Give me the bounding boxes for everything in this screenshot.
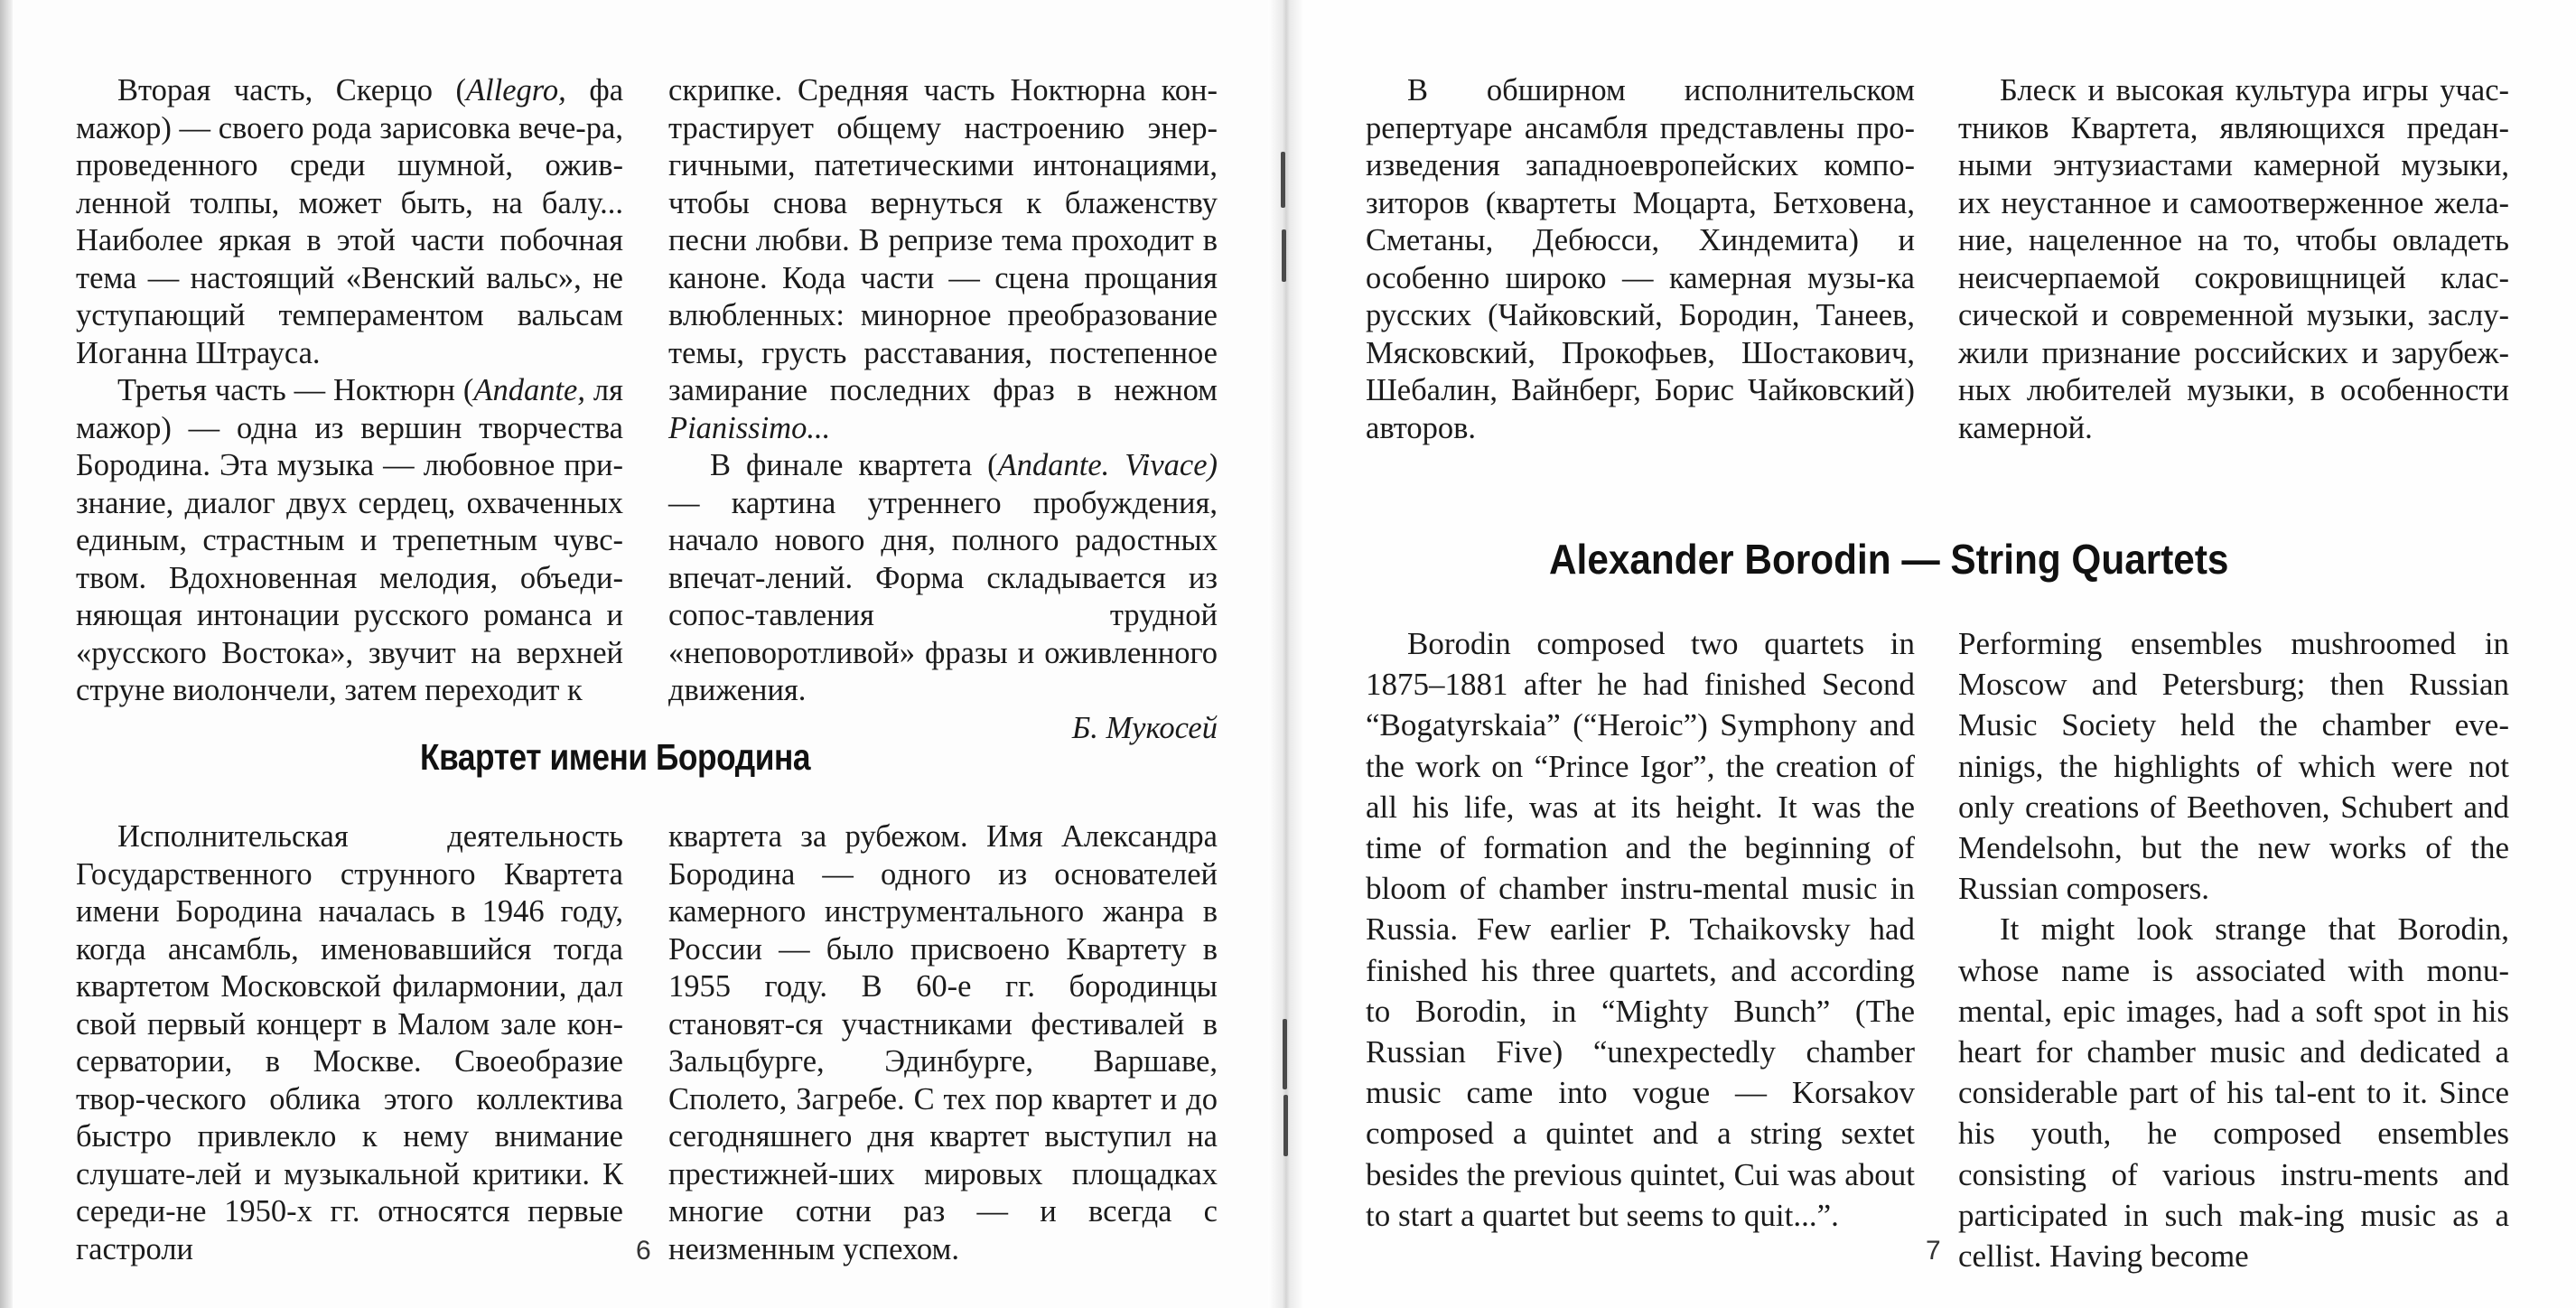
page-number: 7 <box>1926 1236 1941 1266</box>
paragraph: Performing ensembles mushroomed in Moscow and Petersburg; then Russian Music Society held the chamber eve-ninigs, the highlights of which were not only creations of Beethoven, Schubert and Mendelsohn, but the new works of the Russian composers. <box>1958 626 2509 907</box>
paragraph <box>668 447 1218 710</box>
right-col1-bottom <box>1366 623 1915 1236</box>
text: Третья часть — Ноктюрн ( <box>117 373 474 407</box>
staple-mark <box>1283 1095 1288 1156</box>
paragraph: квартета за рубежом. Имя Александра Бородина — одного из основателей камерного инструментального жанра в России — было присвоено Квартету в 1955 году. В 60-е гг. бородинцы становят-ся участниками фестивалей в Зальцбурге, Эдинбурге, Варшаве, Сполето, Загребе. С тех пор квартет и до сегодняшнего дня квартет выступил на престижней-ших мировых площадках многие сотни раз — и всегда с неизменным успехом. <box>668 819 1218 1266</box>
paragraph <box>76 72 623 372</box>
left-col1-top <box>76 72 623 710</box>
paragraph: Borodin composed two quartets in 1875–1881 after he had finished Second “Bogatyrskaia” (“Heroic”) Symphony and the work on “Prince Igor”, the creation of all his life, was at its height. It was the time of formation and the beginning of bloom of chamber instru-mental music in Russia. Few earlier P. Tchaikovsky had finished his three quartets, and according to Borodin, in “Mighty Bunch” (The Russian Five) “unexpectedly chamber music came into vogue — Korsakov composed a quintet and a string sextet besides the previous quintet, Cui was about to start a quartet but seems to quit...”. <box>1366 626 1915 1233</box>
paragraph: В обширном исполнительском репертуаре ансамбля представлены про-изведения западноевропейских компо-зиторов (квартеты Моцарта, Бетховена, Сметаны, Дебюсси, Хиндемита) и особенно широко — камерная музы-ка русских (Чайковский, Бородин, Танеев, Мясковский, Прокофьев, Шостакович, Шебалин, Вайнберг, Борис Чайковский) авторов. <box>1366 73 1915 445</box>
text: В финале квартета ( <box>710 448 998 482</box>
text: скрипке. Средняя часть Ноктюрна кон-трастирует общему настроению энер-гичными, патетическими интонациями, чтобы снова вернуться к блаженству песни любви. В репризе тема проходит в каноне. Кода части — сцена прощания влюбленных: минорное преобразование темы, грусть расставания, постепенное замирание последних фраз в нежном <box>668 73 1218 407</box>
paragraph <box>76 372 623 710</box>
section-heading: Квартет имени Бородина <box>420 736 811 778</box>
paragraph: It might look strange that Borodin, whose name is associated with monu-mental, epic images, had a soft spot in his heart for chamber music and dedicated a considerable part of his tal-ent to it. Since his youth, he composed ensembles consisting of various instru-ments and participated in such mak-ing music as a cellist. Having become <box>1958 911 2509 1275</box>
paragraph <box>668 72 1218 447</box>
tempo-marking: Andante, <box>473 373 585 407</box>
right-col2-bottom <box>1958 623 2509 1276</box>
staple-mark <box>1281 152 1285 208</box>
right-col1-top <box>1366 72 1915 447</box>
section-heading: Alexander Borodin — String Quartets <box>1549 536 2229 583</box>
left-col1-bottom <box>76 818 623 1268</box>
left-col2-top <box>668 72 1218 747</box>
staple-mark <box>1283 1019 1287 1089</box>
dynamic-marking: Pianissimo... <box>668 410 831 445</box>
booklet-left-edge <box>0 0 13 1308</box>
staple-mark <box>1282 229 1286 282</box>
author-signature: Б. Мукосей <box>1071 710 1218 745</box>
tempo-marking: Andante. Vivace) <box>997 448 1218 482</box>
text: ля мажор) — одна из вершин творчества Бородина. Эта музыка — любовное при-знание, диалог двух сердец, охваченных единым, страстным и трепетным чувс-твом. Вдохновенная мелодия, объеди-няющая интонации русского романса и «русского Востока», звучит на верхней струне виолончели, затем переходит к <box>76 373 623 707</box>
text: — картина утреннего пробуждения, начало нового дня, полного радостных впечат-лений. Форма складывается из сопос-тавления трудной «неповоротливой» фразы и оживленного движения. <box>668 485 1218 707</box>
page-number: 6 <box>636 1236 651 1266</box>
tempo-marking: Allegro, <box>465 73 566 107</box>
paragraph: Блеск и высокая культура игры учас-тников Квартета, являющихся предан-ными энтузиастами камерной музыки, их неустанное и самоотверженное жела-ние, нацеленное на то, чтобы овладеть неисчерпаемой сокровищницей клас-сической и современной музыки, заслу-жили признание российских и зарубеж-ных любителей музыки, в особенности камерной. <box>1958 73 2509 445</box>
text: Вторая часть, Скерцо ( <box>117 73 466 107</box>
right-col2-top <box>1958 72 2509 447</box>
left-col2-bottom <box>668 818 1218 1268</box>
paragraph: Исполнительская деятельность Государственного струнного Квартета имени Бородина началась в 1946 году, когда ансамбль, именовавшийся тогда квартетом Московской филармонии, дал свой первый концерт в Малом зале кон-серватории, в Москве. Своеобразие твор-ческого облика этого коллектива быстро привлекло к нему внимание слушате-лей и музыкальной критики. К середи-не 1950-х гг. относятся первые гастроли <box>76 819 623 1266</box>
text: фа мажор) — своего рода зарисовка вече-ра, проведенного среди шумной, ожив-ленной толпы, может быть, на балу... Наиболее яркая в этой части побочная тема — настоящий «Венский вальс», не уступающий темпераментом вальсам Иоганна Штрауса. <box>76 73 624 370</box>
